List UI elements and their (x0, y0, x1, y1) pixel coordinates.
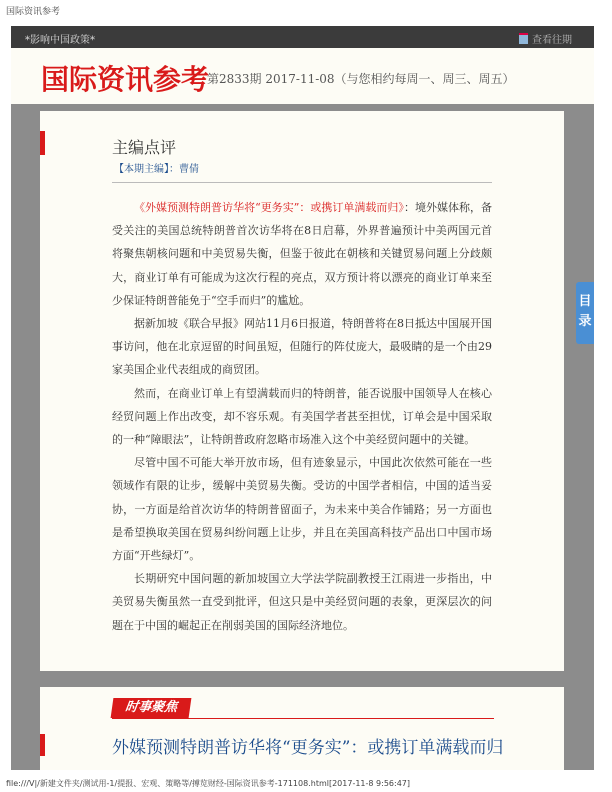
divider (112, 182, 492, 183)
article-marker (40, 734, 45, 756)
paragraph-3: 然而，在商业订单上有望满载而归的特朗普，能否说服中国领导人在核心经贸问题上作出改变，却不容乐观。有美国学者甚至担忧，订单会是中国采取的一种“障眼法”，让特朗普政府忽略市场准入这个中美经贸问题中的关键。 (112, 386, 492, 447)
paragraph-4: 尽管中国不可能大举开放市场，但有迹象显示，中国此次依然可能在一些领域作有限的让步，缓解中美贸易失衡。受访的中国学者相信，中国的适当妥协，一方面是给首次访华的特朗普留面子，为未来中美合作铺路；另一方面也是希望换取美国在贸易纠纷问题上让步，并且在美国高科技产品出口中国市场方面“开些绿灯”。 (112, 456, 492, 563)
paragraph-5: 长期研究中国问题的新加坡国立大学法学院副教授王江雨进一步指出，中美贸易失衡虽然一直受到批评，但这只是中美经贸问题的表象，更深层次的问题在于中国的崛起正在削弱美国的国际经济地位。 (112, 572, 492, 632)
paragraph-2: 据新加坡《联合早报》网站11月6日报道，特朗普将在8日抵达中国展开国事访问，他在北京逗留的时间虽短，但随行的阵仗庞大，最吸睛的是一个由29家美国企业代表组成的商贸团。 (112, 317, 492, 377)
paragraph-1 (112, 196, 492, 312)
motto-text: *影响中国政策* (25, 35, 95, 46)
hotspot-tag: 时事聚焦 (111, 698, 192, 718)
calendar-icon (519, 33, 528, 44)
article-link[interactable]: 《外媒预测特朗普访华将“更务实”：或携订单满载而归》 (134, 201, 404, 214)
editorial-body (112, 196, 492, 637)
editor-line (114, 160, 199, 175)
article-title[interactable]: 外媒预测特朗普访华将“更务实”：或携订单满载而归 (112, 738, 504, 758)
section-marker (40, 131, 45, 155)
paragraph-1-text: ：境外媒体称，备受关注的美国总统特朗普首次访华将在8日启幕，外界普遍预计中美两国元首将聚焦朝核问题和中美贸易失衡，但鉴于彼此在朝核和关键贸易问题上分歧颇大，商业订单有可能成为这次行程的亮点，双方预计将以漂亮的商业订单来至少保证特朗普能免于“空手而归”的尴尬。 (112, 201, 493, 307)
file-path-footer: file:///V|/新建文件夹/测试用-1/提报、宏观、策略等/搏览财经-国际资讯参考-171108.html[2017-11-8 9:56:47] (6, 779, 410, 788)
logo: 国际资讯参考 (41, 63, 210, 96)
issue-info: 第2833期 2017-11-08（与您相约每周一、周三、周五） (207, 72, 515, 86)
archive-label: 查看往期 (532, 35, 572, 46)
toc-button[interactable]: 目录 (576, 282, 594, 344)
editor-name: 曹倩 (179, 164, 199, 175)
browser-page-title: 国际资讯参考 (6, 7, 61, 17)
masthead (11, 48, 594, 105)
archive-link[interactable] (519, 31, 572, 46)
editor-label: 【本期主编】： (114, 164, 179, 175)
top-bar (11, 26, 594, 48)
section-title: 主编点评 (112, 138, 177, 157)
hotspot-divider (112, 718, 494, 719)
